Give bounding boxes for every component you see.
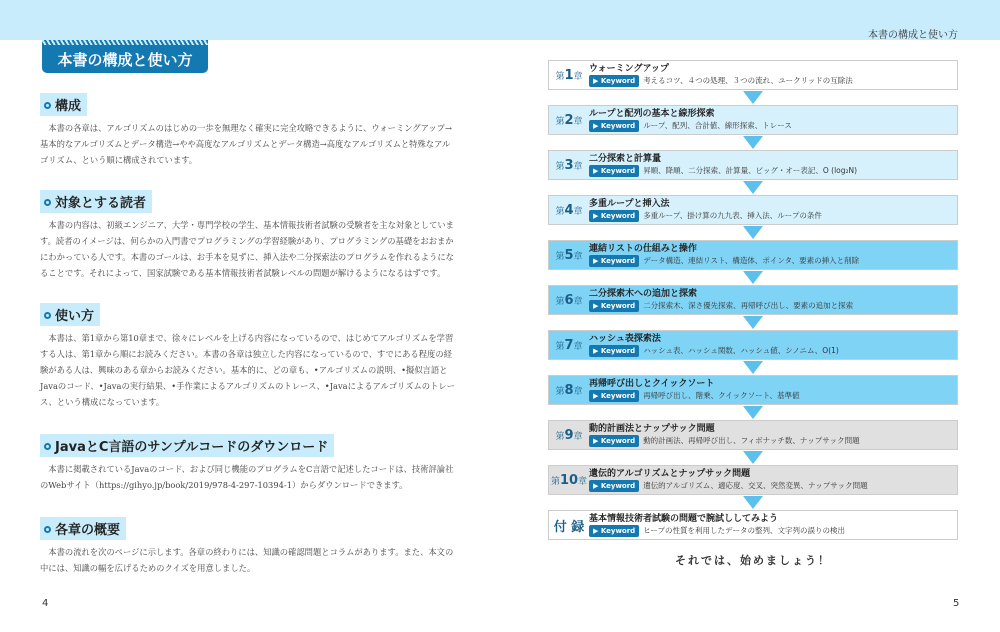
keyword-label: Keyword	[600, 212, 636, 220]
chapter-num: 付 録	[553, 519, 585, 535]
chapter-prefix: 第	[555, 431, 565, 442]
section-text: 本書の流れを次のページに示します。各章の終わりには、知識の確認問題とコラムがあります。また、本文の中には、知識の幅を広げるためのクイズを用意しました。	[40, 547, 454, 573]
section	[40, 517, 458, 576]
chapter-suffix: 章	[573, 161, 583, 172]
chapter-prefix: 第	[550, 476, 560, 487]
keyword-label: Keyword	[600, 482, 636, 490]
chapter-title: ループと配列の基本と線形探索	[589, 109, 715, 119]
chapter-suffix: 章	[573, 341, 583, 352]
chapter-suffix: 章	[573, 386, 583, 397]
chapter-box	[548, 150, 958, 180]
chapter-suffix: 章	[573, 71, 583, 82]
chapter-number	[549, 473, 589, 488]
keyword-label: Keyword	[600, 257, 636, 265]
page-title: 本書の構成と使い方	[42, 40, 208, 73]
chapter-box	[548, 465, 958, 495]
keyword-label: Keyword	[600, 392, 636, 400]
chapter-prefix: 第	[555, 161, 565, 172]
keyword-badge: ▶ Keyword	[589, 435, 639, 447]
keyword-badge: ▶ Keyword	[589, 390, 639, 402]
section-heading	[40, 517, 126, 540]
chapter-title: 多重ループと挿入法	[589, 199, 670, 209]
chapter-suffix: 章	[573, 206, 583, 217]
chapter-number	[549, 203, 589, 218]
chapter-num: 1	[564, 67, 574, 83]
keyword-badge: ▶ Keyword	[589, 300, 639, 312]
chapter-keywords: ヒープの性質を利用したデータの整列、文字列の誤りの検出	[643, 526, 846, 535]
section-heading	[40, 190, 152, 213]
section-heading-text: JavaとC言語のサンプルコードのダウンロード	[55, 440, 329, 455]
bullet-icon	[44, 312, 51, 319]
chapter-title: 基本情報技術者試験の問題で腕試ししてみよう	[589, 514, 779, 524]
chapter-suffix: 章	[573, 251, 583, 262]
chapter-title: 再帰呼び出しとクイックソート	[589, 379, 715, 389]
keyword-label: Keyword	[600, 527, 636, 535]
chapter-num: 9	[564, 427, 574, 443]
chapter-title: 二分探索木への追加と探索	[589, 289, 698, 299]
chapter-box	[548, 420, 958, 450]
chapter-suffix: 章	[573, 431, 583, 442]
bullet-icon	[44, 443, 51, 450]
section-heading	[40, 434, 334, 457]
page-number-left: 4	[42, 598, 49, 609]
keyword-label: Keyword	[600, 347, 636, 355]
chapter-box	[548, 105, 958, 135]
chapter-keywords: ハッシュ表、ハッシュ関数、ハッシュ値、シノニム、O(1)	[643, 346, 839, 355]
chapter-keywords: 二分探索木、深さ優先探索、再帰呼び出し、要素の追加と探索	[643, 301, 854, 310]
bullet-icon	[44, 526, 51, 533]
chapter-number	[549, 338, 589, 353]
down-arrow-icon	[548, 315, 958, 330]
chapter-keywords: 動的計画法、再帰呼び出し、フィボナッチ数、ナップサック問題	[643, 436, 860, 445]
keyword-label: Keyword	[600, 437, 636, 445]
chapter-num: 6	[564, 292, 574, 308]
chapter-num: 4	[564, 202, 574, 218]
chapter-num: 7	[564, 337, 574, 353]
chapter-num: 2	[564, 112, 574, 128]
bullet-icon	[44, 102, 51, 109]
chapter-box	[548, 285, 958, 315]
down-arrow-icon	[548, 405, 958, 420]
keyword-badge: ▶ Keyword	[589, 480, 639, 492]
chapter-title: 二分探索と計算量	[589, 154, 662, 164]
bullet-icon	[44, 199, 51, 206]
chapter-prefix: 第	[555, 296, 565, 307]
chapter-prefix: 第	[555, 386, 565, 397]
keyword-badge: ▶ Keyword	[589, 255, 639, 267]
down-arrow-icon	[548, 90, 958, 105]
keyword-label: Keyword	[600, 122, 636, 130]
keyword-label: Keyword	[600, 167, 636, 175]
chapter-box	[548, 240, 958, 270]
chapter-title: 遺伝的アルゴリズムとナップサック問題	[589, 469, 751, 479]
chapter-keywords: 多重ループ、掛け算の九九表、挿入法、ループの条件	[643, 211, 822, 220]
keyword-label: Keyword	[600, 302, 636, 310]
down-arrow-icon	[548, 180, 958, 195]
page-number-right: 5	[953, 598, 960, 609]
section-heading-text: 各章の概要	[55, 523, 121, 538]
section-heading-text: 対象とする読者	[55, 196, 147, 211]
chapter-number	[549, 158, 589, 173]
chapter-box	[548, 60, 958, 90]
section-heading	[40, 93, 87, 116]
chapter-number	[549, 428, 589, 443]
chapter-flow	[548, 60, 958, 540]
chapter-title: ウォーミングアップ	[589, 64, 669, 74]
chapter-number	[549, 516, 589, 535]
keyword-badge: ▶ Keyword	[589, 75, 639, 87]
chapter-num: 5	[564, 247, 574, 263]
running-title: 本書の構成と使い方	[868, 30, 958, 41]
chapter-box	[548, 510, 958, 540]
chapter-number	[549, 248, 589, 263]
section-heading	[40, 303, 100, 326]
chapter-number	[549, 293, 589, 308]
chapter-title: 動的計画法とナップサック問題	[589, 424, 715, 434]
chapter-keywords: 再帰呼び出し、階乗、クイックソート、基準値	[643, 391, 800, 400]
keyword-badge: ▶ Keyword	[589, 165, 639, 177]
keyword-badge: ▶ Keyword	[589, 345, 639, 357]
chapter-suffix: 章	[578, 476, 588, 487]
chapter-suffix: 章	[573, 296, 583, 307]
section	[40, 303, 458, 410]
section-heading-text: 構成	[55, 99, 82, 114]
closing-text: それでは、始めましょう！	[675, 554, 831, 567]
chapter-title: 連結リストの仕組みと操作	[589, 244, 697, 254]
chapter-prefix: 第	[555, 116, 565, 127]
chapter-keywords: 昇順、降順、二分探索、計算量、ビッグ・オー表記、O (log₂N)	[643, 166, 858, 175]
chapter-prefix: 第	[555, 71, 565, 82]
chapter-box	[548, 195, 958, 225]
down-arrow-icon	[548, 495, 958, 510]
section	[40, 190, 458, 281]
chapter-keywords: ループ、配列、合計値、線形探索、トレース	[643, 121, 792, 130]
chapter-prefix: 第	[555, 206, 565, 217]
chapter-number	[549, 383, 589, 398]
section-text: 本書の各章は、アルゴリズムのはじめの一歩を無理なく確実に完全攻略できるように、ウォーミングアップ→基本的なアルゴリズムとデータ構造→やや高度なアルゴリズムとデータ構造→高度なアルゴリズムと特殊なアルゴリズム、という順に構成されています。	[40, 123, 452, 165]
down-arrow-icon	[548, 450, 958, 465]
down-arrow-icon	[548, 270, 958, 285]
section-text: 本書に掲載されているJavaのコード、および同じ機能のプログラムをC言語で記述したコードは、技術評論社のWebサイト（https://gihyo.jp/book/2019/978-4-297-10394-1）からダウンロードできます。	[40, 464, 454, 490]
down-arrow-icon	[548, 360, 958, 375]
chapter-num: 8	[564, 382, 574, 398]
chapter-box	[548, 330, 958, 360]
keyword-badge: ▶ Keyword	[589, 120, 639, 132]
chapter-prefix: 第	[555, 341, 565, 352]
section-text: 本書の内容は、初級エンジニア、大学・専門学校の学生、基本情報技術者試験の受験者を主な対象としています。読者のイメージは、何らかの入門書でプログラミングの学習経験があり、プログラミングの基礎をおおまかにわかっている人です。本書のゴールは、お手本を見ずに、挿入法や二分探索法のプログラムを作れるようになることです。それによって、国家試験である基本情報技術者試験レベルの問題が解けるようになるはずです。	[40, 220, 454, 278]
chapter-title: ハッシュ表探索法	[589, 334, 661, 344]
section	[40, 93, 458, 168]
chapter-number	[549, 113, 589, 128]
down-arrow-icon	[548, 135, 958, 150]
left-page-content	[40, 93, 458, 576]
header-band	[0, 0, 1000, 40]
chapter-number	[549, 68, 589, 83]
chapter-keywords: データ構造、連結リスト、構造体、ポインタ、要素の挿入と削除	[643, 256, 860, 265]
chapter-suffix: 章	[573, 116, 583, 127]
keyword-badge: ▶ Keyword	[589, 210, 639, 222]
chapter-prefix: 第	[555, 251, 565, 262]
section-heading-text: 使い方	[55, 309, 95, 324]
keyword-badge: ▶ Keyword	[589, 525, 639, 537]
chapter-num: 10	[559, 472, 579, 488]
keyword-label: Keyword	[600, 77, 636, 85]
chapter-box	[548, 375, 958, 405]
down-arrow-icon	[548, 225, 958, 240]
chapter-num: 3	[564, 157, 574, 173]
chapter-keywords: 考えるコツ、４つの処理、３つの流れ、ユークリッドの互除法	[643, 76, 853, 85]
section	[40, 434, 458, 493]
chapter-keywords: 遺伝的アルゴリズム、適応度、交叉、突然変異、ナップサック問題	[643, 481, 868, 490]
section-text: 本書は、第1章から第10章まで、徐々にレベルを上げる内容になっているので、はじめてアルゴリズムを学習する人は、第1章から順にお読みください。本書の各章は独立した内容になっているので、すでにある程度の経験がある人は、興味のある章からお読みください。基本的に、どの章も、•アルゴリズムの説明、•擬似言語とJavaのコード、•Javaの実行結果、•手作業によるアルゴリズムのトレース、•Javaによるアルゴリズムのトレース、という構成になっています。	[40, 333, 455, 407]
